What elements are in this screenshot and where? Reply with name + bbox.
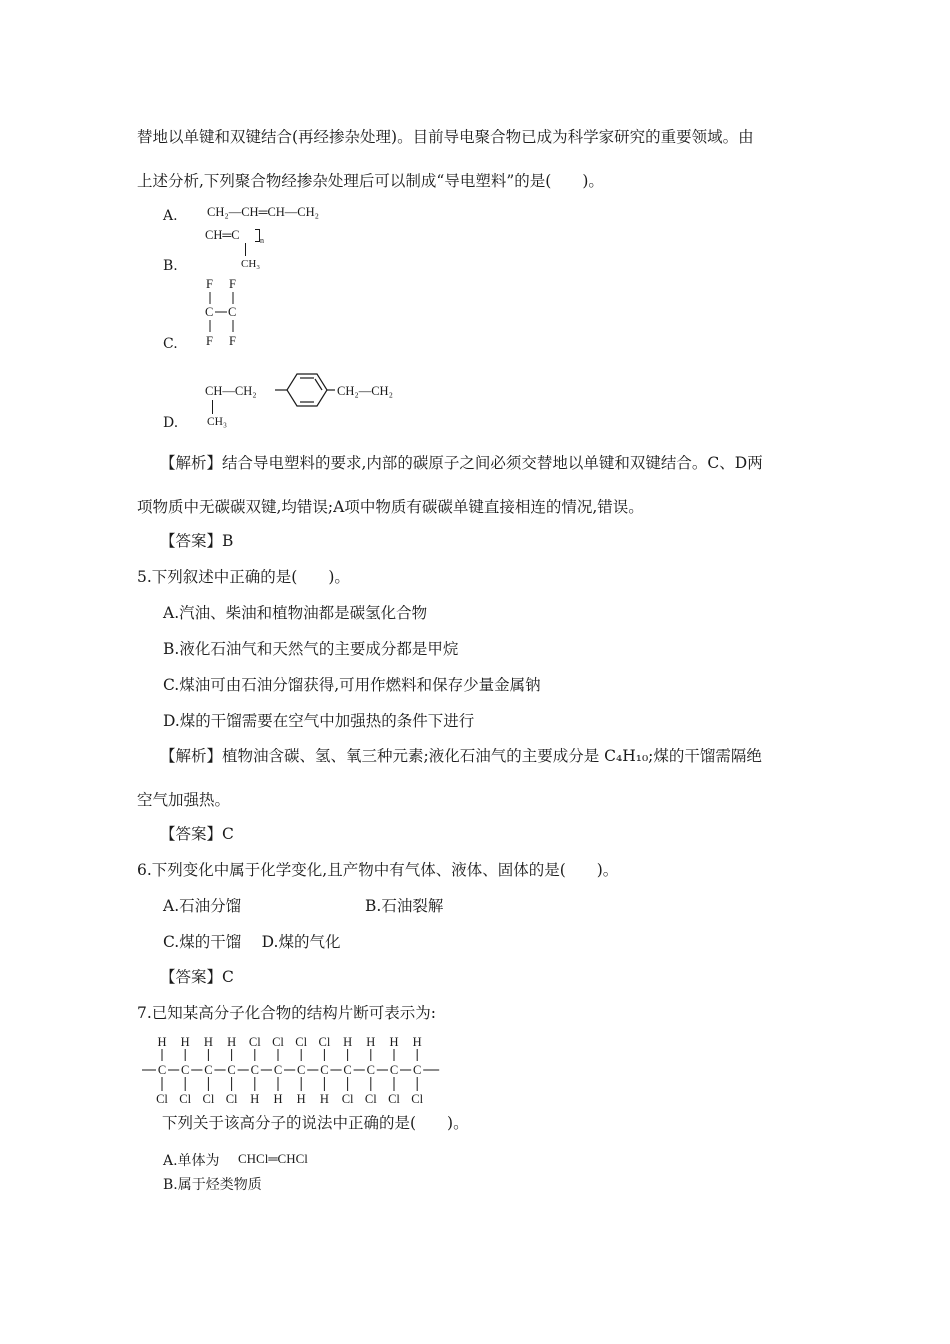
q5-answer: 【答案】C [160, 825, 234, 843]
q4-answer: 【答案】B [160, 532, 234, 550]
q6-answer: 【答案】C [160, 968, 234, 986]
polymer-chain-structure [130, 1034, 450, 1114]
c-atom-f1: F [206, 277, 213, 291]
top-atom: Cl [295, 1035, 308, 1049]
c-atom-f2: F [229, 277, 236, 291]
q6-option-a: A.石油分馏 [163, 897, 242, 915]
carbon-atom: C [297, 1063, 306, 1077]
carbon-atom: C [157, 1063, 167, 1077]
q4-analysis-line-1: 【解析】结合导电塑料的要求,内部的碳原子之间必须交替地以单键和双键结合。C、D两 [160, 454, 763, 472]
carbon-atom: C [320, 1063, 329, 1077]
q4-option-d-structure [205, 370, 420, 432]
bottom-atom: H [273, 1092, 283, 1106]
carbon-atom: C [413, 1063, 422, 1077]
intro-line-2: 上述分析,下列聚合物经掺杂处理后可以制成“导电塑料”的是( )。 [137, 172, 604, 190]
top-atom: H [412, 1035, 422, 1049]
c-atom-f4: F [229, 334, 236, 348]
carbon-atom: C [250, 1063, 259, 1077]
q5-option-c: C.煤油可由石油分馏获得,可用作燃料和保存少量金属钠 [163, 676, 541, 694]
q7-sub-stem: 下列关于该高分子的说法中正确的是( )。 [162, 1114, 469, 1132]
q4-option-d-label: D. [163, 415, 179, 431]
bottom-atom: Cl [364, 1092, 377, 1106]
bottom-atom: H [296, 1092, 306, 1106]
carbon-atom: C [389, 1063, 399, 1077]
q4-option-b-bottom: CH₃ [241, 258, 261, 270]
top-atom: H [157, 1035, 167, 1049]
top-atom: Cl [318, 1035, 331, 1049]
intro-line-1: 替地以单键和双键结合(再经掺杂处理)。目前导电聚合物已成为科学家研究的重要领域。由 [137, 128, 754, 146]
q4-option-b-label: B. [163, 258, 178, 274]
q4-analysis-line-2: 项物质中无碳碳双键,均错误;A项中物质有碳碳单键直接相连的情况,错误。 [137, 498, 644, 516]
top-atom: H [227, 1035, 237, 1049]
top-atom: H [180, 1035, 190, 1049]
bottom-atom: H [319, 1092, 329, 1106]
q7-stem: 7.已知某高分子化合物的结构片断可表示为: [137, 1004, 437, 1022]
q5-stem: 5.下列叙述中正确的是( )。 [137, 568, 350, 586]
top-atom: Cl [248, 1035, 261, 1049]
q4-option-b-bond [245, 243, 246, 256]
q4-option-a-formula: CH₂—CH═CH—CH₂ [207, 205, 320, 219]
carbon-atom: C [181, 1063, 190, 1077]
q5-analysis-line-1: 【解析】植物油含碳、氢、氧三种元素;液化石油气的主要成分是 C₄H₁₀;煤的干馏需隔绝 [160, 747, 762, 765]
q6-stem: 6.下列变化中属于化学变化,且产物中有气体、液体、固体的是( )。 [137, 861, 619, 879]
top-atom: Cl [272, 1035, 284, 1049]
q7-option-a-text: A.单体为 [163, 1153, 220, 1169]
q7-option-a-formula: CHCl═CHCl [238, 1151, 308, 1166]
q4-option-c-structure [200, 275, 250, 350]
bottom-atom: Cl [202, 1092, 215, 1106]
q5-option-d: D.煤的干馏需要在空气中加强热的条件下进行 [163, 712, 475, 730]
q4-option-b-n: n [260, 236, 264, 245]
bottom-atom: Cl [341, 1092, 354, 1106]
bottom-atom: Cl [179, 1092, 192, 1106]
q6-option-b: B.石油裂解 [365, 897, 444, 915]
bottom-atom: Cl [411, 1092, 424, 1106]
c-atom-c1: C [205, 305, 214, 319]
bottom-atom: Cl [388, 1092, 400, 1106]
carbon-atom: C [227, 1063, 236, 1077]
q4-option-b-top: CH═C [205, 228, 240, 242]
q5-analysis-line-2: 空气加强热。 [137, 791, 231, 809]
bottom-atom: Cl [225, 1092, 238, 1106]
bottom-atom: H [250, 1092, 260, 1106]
top-atom: H [343, 1035, 353, 1049]
bottom-atom: Cl [156, 1092, 168, 1106]
q5-option-a: A.汽油、柴油和植物油都是碳氢化合物 [163, 604, 428, 622]
q4-option-d-left: CH—CH₂ [205, 384, 257, 398]
q4-option-b-structure [205, 226, 285, 274]
q5-option-b: B.液化石油气和天然气的主要成分都是甲烷 [163, 640, 459, 658]
top-atom: H [389, 1035, 399, 1049]
c-atom-f3: F [206, 334, 213, 348]
top-atom: H [203, 1035, 213, 1049]
q6-option-c-d: C.煤的干馏 D.煤的气化 [163, 933, 341, 951]
top-atom: H [366, 1035, 376, 1049]
carbon-atom: C [204, 1063, 213, 1077]
q7-option-b: B.属于烃类物质 [163, 1177, 262, 1193]
q4-option-d-bond [212, 400, 213, 414]
q4-option-d-right: CH₂—CH₂ [337, 384, 393, 398]
q4-option-d-bottom: CH₃ [207, 416, 227, 428]
c-atom-c2: C [228, 305, 237, 319]
q4-option-c-label: C. [163, 336, 178, 352]
carbon-atom: C [273, 1063, 283, 1077]
q4-option-a-label: A. [163, 208, 178, 224]
benzene-ring-icon [275, 370, 335, 410]
carbon-atom: C [366, 1063, 375, 1077]
carbon-atom: C [343, 1063, 352, 1077]
